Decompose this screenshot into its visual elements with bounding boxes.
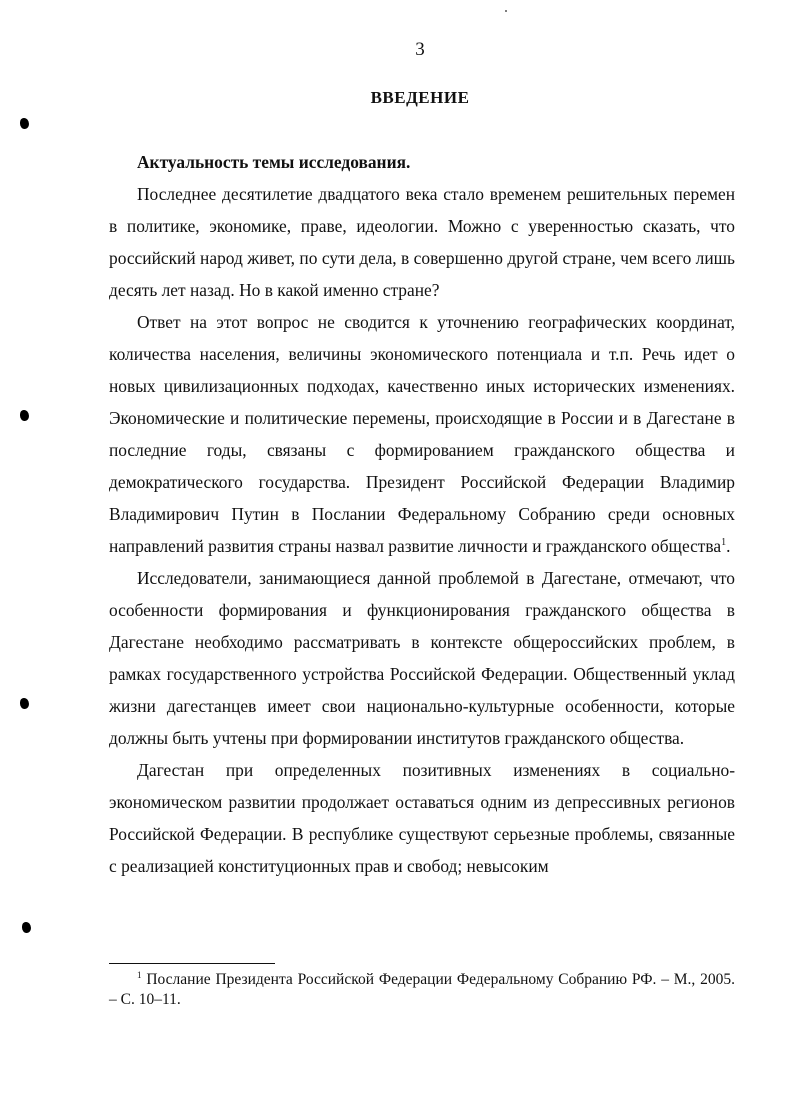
paragraph-1: Последнее десятилетие двадцатого века стало временем решительных перемен в политике, экономике, праве, идеологии. Можно с уверенностью сказать, что российский народ живет, по сути дела, в совершенно другой стране, чем всего лишь десять лет назад. Но в какой именно стране?	[109, 184, 735, 300]
main-text	[109, 146, 735, 882]
section-subheading: Актуальность темы исследования.	[137, 152, 411, 172]
paragraph-2-text: Ответ на этот вопрос не сводится к уточнению географических координат, количества населения, величины экономического потенциала и т.п. Речь идет о новых цивилизационных подходах, качественно иных исторических изменениях. Экономические и политические перемены, происходящие в России и в Дагестане в последние годы, связаны с формированием гражданского общества и демократического государства. Президент Российской Федерации Владимир Владимирович Путин в Послании Федеральному Собранию среди основных направлений развития страны назвал развитие личности и гражданского общества	[109, 312, 735, 556]
binder-hole-3	[20, 698, 29, 709]
footnote-divider	[109, 963, 275, 964]
paragraph-2-end: .	[726, 536, 731, 556]
binder-hole-1	[20, 118, 29, 129]
paragraph-2	[109, 306, 735, 562]
footnote-text: Послание Президента Российской Федерации Федеральному Собранию РФ. – М., 2005. – С. 10–11.	[109, 971, 736, 1008]
paragraph-3: Исследователи, занимающиеся данной проблемой в Дагестане, отмечают, что особенности формирования и функционирования гражданского общества в Дагестане необходимо рассматривать в контексте общероссийских проблем, в рамках государственного устройства Российской Федерации. Общественный уклад жизни дагестанцев имеет свои национально-культурные особенности, которые должны быть учтены при формировании институтов гражданского общества.	[109, 568, 735, 748]
footnote-reference[interactable]: 1	[721, 537, 727, 549]
paragraph-4: Дагестан при определенных позитивных изменениях в социально-экономическом развитии продолжает оставаться одним из депрессивных регионов Российской Федерации. В республике существуют серьезные проблемы, связанные с реализацией конституционных прав и свобод; невысоким	[109, 760, 735, 876]
page-title: ВВЕДЕНИЕ	[370, 88, 470, 107]
footnote-marker: 1	[137, 969, 142, 980]
binder-hole-2	[20, 410, 29, 421]
page-number: 3	[415, 39, 425, 60]
scan-speck	[505, 10, 507, 12]
footnote	[109, 970, 735, 1010]
binder-hole-4	[22, 922, 31, 933]
